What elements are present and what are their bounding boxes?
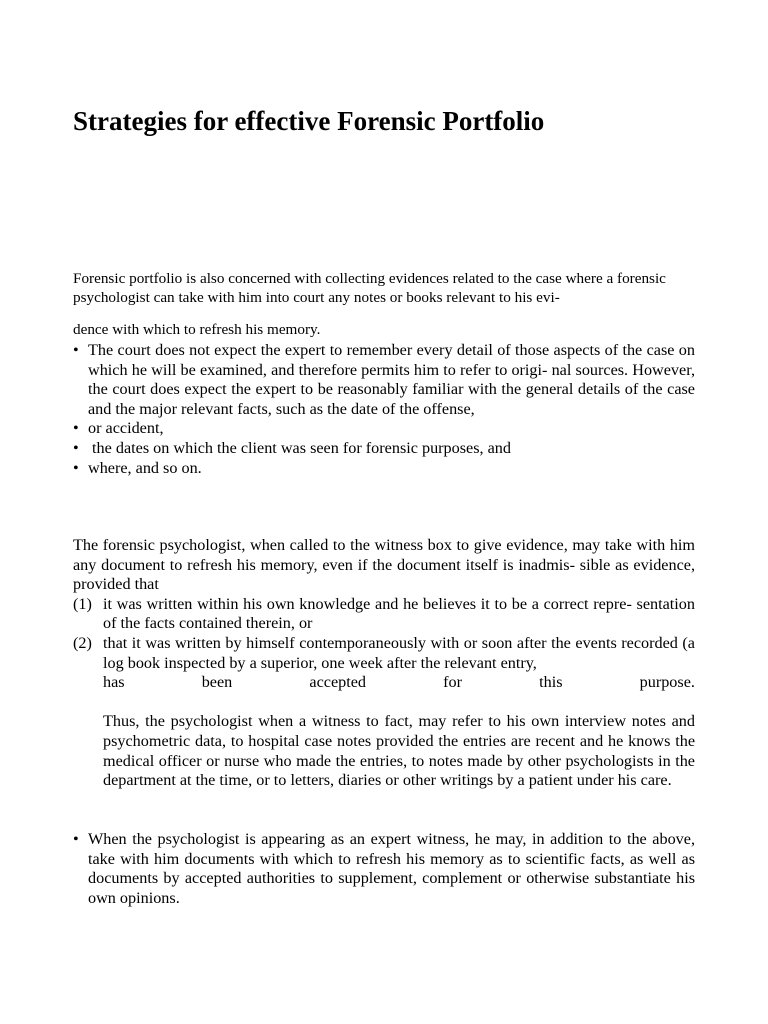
- bullet-icon: •: [73, 458, 79, 477]
- numbered-item-text: it was written within his own knowledge and he believes it to be a correct repre- sentation of the facts contained therein, or: [103, 594, 695, 633]
- intro-tail: dence with which to refresh his memory.: [73, 321, 321, 338]
- word: purpose.: [639, 673, 695, 692]
- list-item-text: where, and so on.: [88, 458, 202, 477]
- list-item-text: When the psychologist is appearing as an expert witness, he may, in addition to the above, take with him documents with which to refresh his memory as to scientific facts, as well as documents by accepted authorities to supplement, complement or otherwise substantiate his own opinions.: [88, 830, 695, 907]
- intro-text: Forensic portfolio is also concerned with collecting evidences related to the case where a forensic psychologist can take with him into court any notes or books relevant to his evi-: [73, 270, 666, 306]
- word: accepted: [309, 673, 366, 692]
- bullet-icon: •: [73, 419, 79, 438]
- word: has: [103, 673, 125, 692]
- bullet-icon: •: [73, 341, 79, 359]
- bullet-list: [73, 341, 695, 478]
- numbered-item: [73, 634, 695, 791]
- item-number: (1): [73, 594, 92, 613]
- thus-paragraph: Thus, the psychologist when a witness to fact, may refer to his own interview notes and psychometric data, to hospital case notes provided the entries are recent and he knows the medical officer or nurse who made the entries, to notes made by other psychologists in the department at the time, or to letters, diaries or other writings by a patient under his care.: [103, 712, 695, 790]
- word: this: [539, 673, 563, 692]
- bullet-icon: •: [73, 438, 79, 457]
- list-item: [73, 341, 695, 419]
- witness-section: [73, 536, 695, 791]
- list-item: [73, 459, 695, 479]
- page-title: Strategies for effective Forensic Portfolio: [73, 106, 545, 136]
- bullet-list-2: [73, 830, 695, 908]
- numbered-item-text: that it was written by himself contemporaneously with or soon after the events recorded (a log book inspected by a superior, one week after the relevant entry,: [103, 633, 695, 672]
- list-item-text: or accident,: [88, 419, 164, 438]
- bullet-icon: •: [73, 830, 79, 848]
- intro-paragraph: [73, 269, 695, 339]
- numbered-item-last-line: [103, 673, 695, 693]
- word: for: [443, 673, 462, 692]
- numbered-list: [73, 595, 695, 791]
- list-item: [73, 439, 695, 459]
- list-item: [73, 419, 695, 439]
- list-item-text: The court does not expect the expert to remember every detail of those aspects of the case on which he will be examined, and therefore permits him to refer to origi- nal sources. However, the court does expect the expert to be reasonably familiar with the general details of the case and the major relevant facts, such as the date of the offense,: [88, 341, 695, 418]
- numbered-item: [73, 595, 695, 634]
- list-item: [73, 830, 695, 908]
- list-item-text: the dates on which the client was seen for forensic purposes, and: [88, 438, 511, 457]
- word: been: [201, 673, 233, 692]
- item-number: (2): [73, 633, 92, 652]
- witness-paragraph: The forensic psychologist, when called to the witness box to give evidence, may take with him any document to refresh his memory, even if the document itself is inadmis- sible as evidence, provided that: [73, 536, 695, 594]
